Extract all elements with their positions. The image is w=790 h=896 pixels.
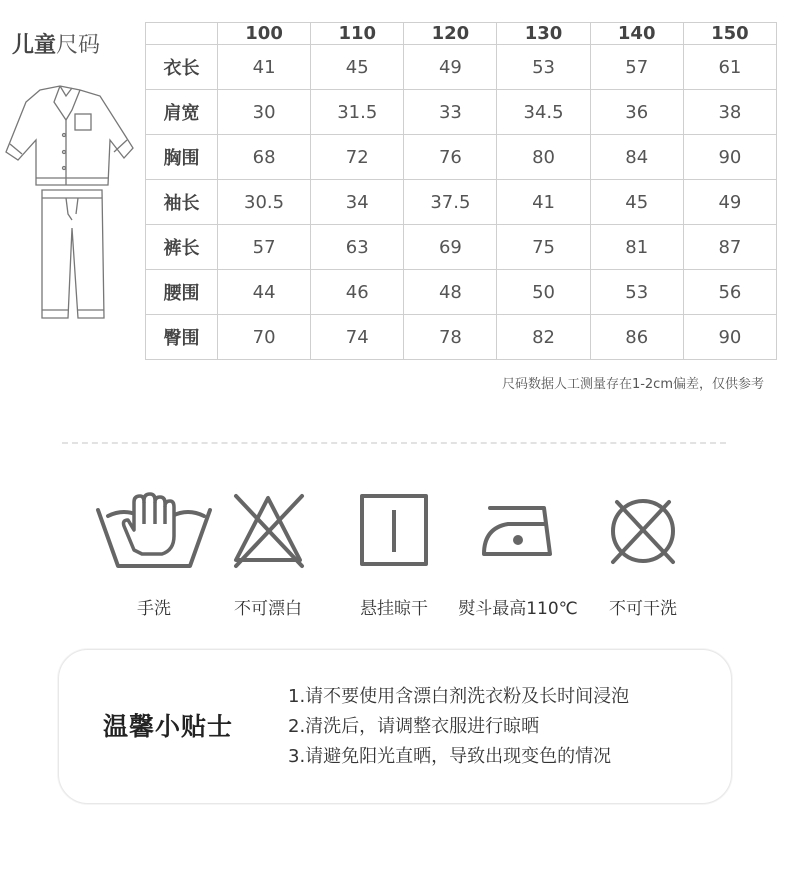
table-cell: 70: [218, 315, 311, 360]
list-item: 2.清洗后，请调整衣服进行晾晒: [288, 716, 540, 737]
table-cell: 49: [404, 45, 497, 90]
table-cell: 80: [497, 135, 590, 180]
row-label: 腰围: [146, 270, 218, 315]
size-table: [145, 22, 777, 360]
row-label: 臀围: [146, 315, 218, 360]
table-cell: 56: [683, 270, 776, 315]
table-cell: 53: [497, 45, 590, 90]
table-cell: 63: [311, 225, 404, 270]
table-cell: 68: [218, 135, 311, 180]
table-cell: 81: [590, 225, 683, 270]
header-cell: 110: [311, 23, 404, 45]
table-cell: 31.5: [311, 90, 404, 135]
size-note: 尺码数据人工测量存在1-2cm偏差，仅供参考: [501, 377, 764, 392]
header-cell: 130: [497, 23, 590, 45]
table-cell: 38: [683, 90, 776, 135]
table-cell: 61: [683, 45, 776, 90]
care-item-line-dry: [334, 488, 454, 619]
table-row: [146, 315, 777, 360]
pajama-illustration-icon: [0, 80, 140, 330]
table-cell: 30: [218, 90, 311, 135]
table-cell: 49: [683, 180, 776, 225]
table-cell: 33: [404, 90, 497, 135]
table-cell: 86: [590, 315, 683, 360]
row-label: 裤长: [146, 225, 218, 270]
table-cell: 41: [218, 45, 311, 90]
table-cell: 76: [404, 135, 497, 180]
row-label: 袖长: [146, 180, 218, 225]
header-cell: 100: [218, 23, 311, 45]
care-label: 熨斗最高110℃: [458, 599, 578, 619]
table-cell: 84: [590, 135, 683, 180]
table-cell: 44: [218, 270, 311, 315]
list-item: 3.请避免阳光直晒，导致出现变色的情况: [288, 746, 612, 767]
dashed-divider: [62, 442, 726, 444]
care-label: 悬挂晾干: [360, 599, 428, 619]
iron-icon: [458, 488, 578, 572]
row-label: 肩宽: [146, 90, 218, 135]
table-cell: 72: [311, 135, 404, 180]
table-cell: 46: [311, 270, 404, 315]
table-cell: 34.5: [497, 90, 590, 135]
care-item-no-bleach: [208, 488, 328, 619]
table-cell: 78: [404, 315, 497, 360]
care-label: 手洗: [137, 599, 171, 619]
care-label: 不可漂白: [234, 599, 302, 619]
tips-card: [58, 649, 732, 804]
table-cell: 36: [590, 90, 683, 135]
no-dry-clean-icon: [583, 488, 703, 572]
tips-title: 温馨小贴士: [103, 712, 234, 741]
table-row: [146, 180, 777, 225]
title-bold: 儿童: [12, 33, 57, 58]
no-bleach-icon: [208, 488, 328, 572]
table-row: [146, 225, 777, 270]
hand-wash-icon: [94, 488, 214, 572]
header-cell: 120: [404, 23, 497, 45]
table-cell: 50: [497, 270, 590, 315]
table-cell: 82: [497, 315, 590, 360]
table-row: [146, 270, 777, 315]
table-row: [146, 135, 777, 180]
header-cell: 140: [590, 23, 683, 45]
table-row: [146, 90, 777, 135]
table-cell: 37.5: [404, 180, 497, 225]
table-cell: 34: [311, 180, 404, 225]
row-label: 衣长: [146, 45, 218, 90]
header-cell: 150: [683, 23, 776, 45]
table-cell: 45: [590, 180, 683, 225]
table-cell: 87: [683, 225, 776, 270]
table-cell: 30.5: [218, 180, 311, 225]
table-cell: 41: [497, 180, 590, 225]
list-item: 1.请不要使用含漂白剂洗衣粉及长时间浸泡: [288, 686, 630, 707]
table-row: [146, 45, 777, 90]
table-cell: 75: [497, 225, 590, 270]
care-item-hand-wash: [94, 488, 214, 619]
header-cell: [146, 23, 218, 45]
table-header-row: [146, 23, 777, 45]
title-rest: 尺码: [56, 33, 101, 58]
care-item-no-dry-clean: [583, 488, 703, 619]
table-cell: 90: [683, 315, 776, 360]
care-label: 不可干洗: [609, 599, 677, 619]
table-cell: 74: [311, 315, 404, 360]
tips-list: [288, 682, 629, 772]
row-label: 胸围: [146, 135, 218, 180]
table-cell: 45: [311, 45, 404, 90]
table-cell: 53: [590, 270, 683, 315]
page-title: [12, 28, 100, 59]
table-cell: 69: [404, 225, 497, 270]
care-item-iron: [458, 488, 578, 619]
table-cell: 90: [683, 135, 776, 180]
table-cell: 57: [218, 225, 311, 270]
table-cell: 57: [590, 45, 683, 90]
table-cell: 48: [404, 270, 497, 315]
line-dry-icon: [334, 488, 454, 572]
